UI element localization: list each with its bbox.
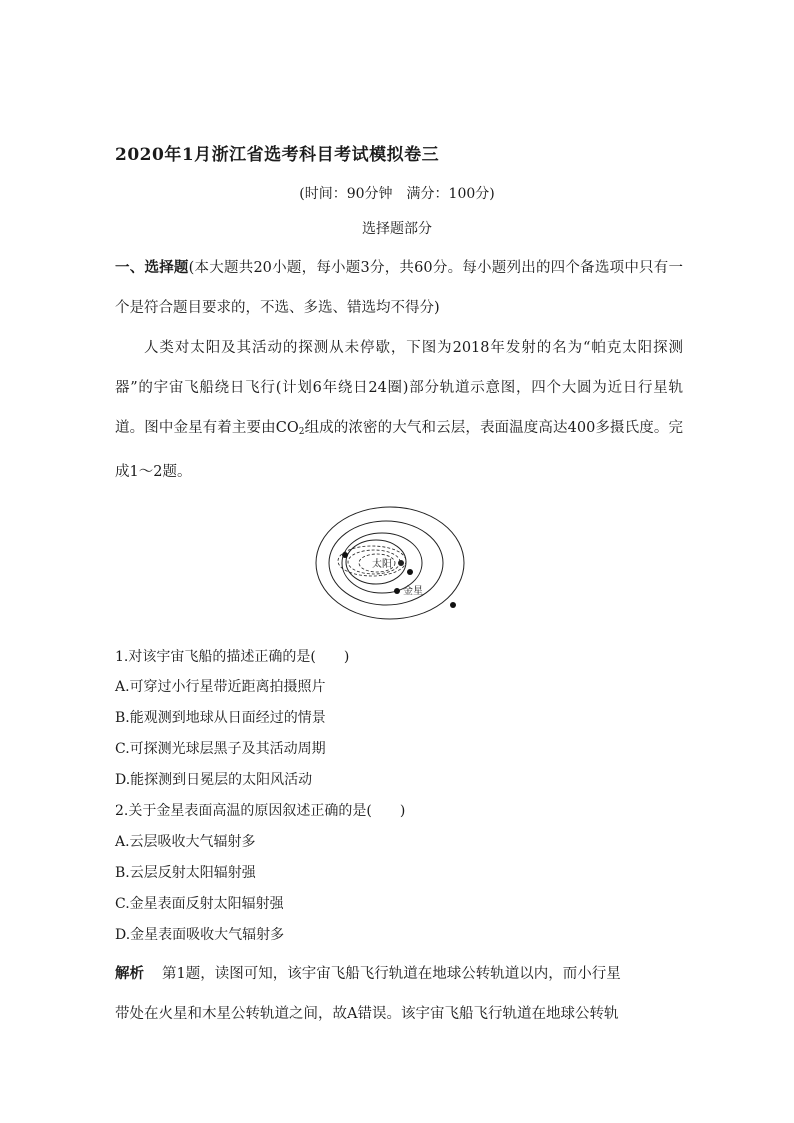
passage <box>115 328 683 492</box>
analysis-line-1 <box>115 962 621 983</box>
analysis-line-2: 带处在火星和木星公转轨道之间，故A错误。该宇宙飞船飞行轨道在地球公转轨 <box>115 1006 619 1022</box>
planet-dot-left <box>342 552 348 558</box>
part-one-instructions <box>115 248 683 328</box>
sun-label: 太阳 <box>372 559 392 570</box>
question-1-option-b: B.能观测到地球从日面经过的情景 <box>115 710 326 726</box>
question-1-stem: 1.对该宇宙飞船的描述正确的是( ) <box>115 649 350 665</box>
part-one-text: (本大题共20小题，每小题3分，共60分。每小题列出的四个备选项中只有一个是符合题目要求的，不选、多选、错选均不得分) <box>115 260 684 316</box>
passage-subscript: 2 <box>298 427 305 437</box>
analysis-text-1: 第1题，读图可知，该宇宙飞船飞行轨道在地球公转轨道以内，而小行星 <box>162 966 621 982</box>
sun-marker <box>398 560 404 566</box>
part-one-label: 一、选择题 <box>115 259 189 276</box>
venus-icon <box>394 588 400 594</box>
page-title: 2020年1月浙江省选考科目考试模拟卷三 <box>115 145 440 165</box>
question-2-option-c: C.金星表面反射太阳辐射强 <box>115 896 284 912</box>
question-1-option-a: A.可穿过小行星带近距离拍摄照片 <box>115 679 326 695</box>
orbit-diagram <box>310 500 480 630</box>
question-2-stem: 2.关于金星表面高温的原因叙述正确的是( ) <box>115 803 406 819</box>
planet-dot-mid <box>407 569 413 575</box>
question-1-option-d: D.能探测到日冕层的太阳风活动 <box>115 772 313 788</box>
planet-dot-right <box>450 602 456 608</box>
section-heading: 选择题部分 <box>362 221 432 237</box>
venus-label: 金星 <box>403 586 423 597</box>
passage-text-b: 组成的浓密的大气和云层，表面温度高达400多摄氏度。完成1～2题。 <box>115 420 683 480</box>
question-2-option-d: D.金星表面吸收大气辐射多 <box>115 927 285 943</box>
exam-info: (时间：90分钟 满分：100分) <box>299 186 495 202</box>
analysis-label: 解析 <box>115 965 144 982</box>
question-2-option-b: B.云层反射太阳辐射强 <box>115 865 256 881</box>
question-2-option-a: A.云层吸收大气辐射多 <box>115 834 256 850</box>
question-1-option-c: C.可探测光球层黑子及其活动周期 <box>115 741 326 757</box>
passage-text-a: 人类对太阳及其活动的探测从未停歇，下图为2018年发射的名为“帕克太阳探测器”的宇宙飞船绕日飞行(计划6年绕日24圈)部分轨道示意图，四个大圆为近日行星轨道。图中金星有着主要由CO <box>115 340 683 436</box>
